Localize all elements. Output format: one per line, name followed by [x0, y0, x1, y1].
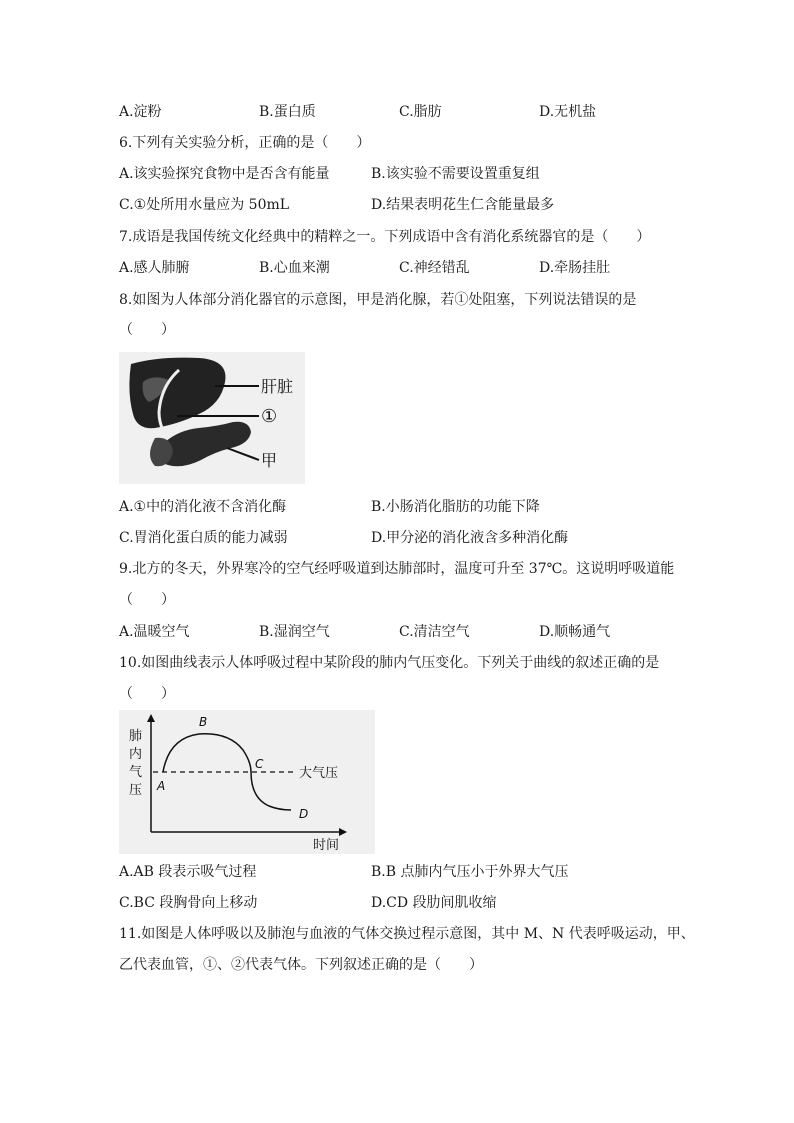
jia-label: 甲 [261, 451, 278, 470]
q6-option-b: B.该实验不需要设置重复组 [371, 166, 540, 182]
q10-stem-cont: （ ） [119, 686, 175, 702]
y-label-char-2: 内 [129, 747, 143, 762]
liver-label: 肝脏 [261, 377, 294, 396]
q8-option-a: A.①中的消化液不含消化酶 [119, 499, 287, 515]
q10-option-d: D.CD 段肋间肌收缩 [371, 895, 497, 911]
y-label-char-3: 气 [129, 765, 143, 780]
q8-stem-cont: （ ） [119, 322, 175, 338]
q10-option-c: C.BC 段胸骨向上移动 [119, 895, 258, 911]
digestive-organs-figure [119, 352, 305, 484]
point-c-label: C [255, 757, 264, 771]
x-axis-label: 时间 [313, 838, 340, 853]
q5-option-b: B.蛋白质 [259, 104, 316, 120]
y-label-char-4: 压 [129, 783, 143, 798]
q7-option-a: A.感人肺腑 [119, 260, 190, 276]
q8-option-d: D.甲分泌的消化液含多种消化酶 [371, 530, 569, 546]
duct-label: ① [261, 406, 278, 427]
lung-pressure-chart-svg [119, 710, 375, 854]
q9-option-a: A.温暖空气 [119, 624, 190, 640]
q8-option-b: B.小肠消化脂肪的功能下降 [371, 499, 540, 515]
q10-option-a: A.AB 段表示吸气过程 [119, 864, 257, 880]
q11-stem-line-2: 乙代表血管，①、②代表气体。下列叙述正确的是（ ） [119, 957, 483, 973]
lung-pressure-chart [119, 710, 375, 854]
q7-option-b: B.心血来潮 [259, 260, 330, 276]
q6-option-d: D.结果表明花生仁含能量最多 [371, 197, 555, 213]
q9-option-b: B.湿润空气 [259, 624, 330, 640]
q8-stem: 8.如图为人体部分消化器官的示意图，甲是消化腺，若①处阻塞，下列说法错误的是 [119, 292, 637, 308]
q7-option-c: C.神经错乱 [399, 260, 470, 276]
q7-stem: 7.成语是我国传统文化经典中的精粹之一。下列成语中含有消化系统器官的是（ ） [119, 229, 651, 245]
q5-option-d: D.无机盐 [539, 104, 597, 120]
q9-option-d: D.顺畅通气 [539, 624, 611, 640]
q9-stem-cont: （ ） [119, 592, 175, 608]
q6-stem: 6.下列有关实验分析，正确的是（ ） [119, 135, 371, 151]
q6-option-c: C.①处所用水量应为 50mL [119, 197, 290, 213]
y-axis-arrow [147, 714, 155, 722]
point-a-label: A [157, 779, 166, 793]
x-axis-arrow [339, 828, 347, 836]
q8-option-c: C.胃消化蛋白质的能力减弱 [119, 530, 288, 546]
q9-stem: 9.北方的冬天，外界寒冷的空气经呼吸道到达肺部时，温度可升至 37℃。这说明呼吸道能 [119, 561, 675, 577]
point-d-label: D [299, 807, 309, 821]
atmospheric-pressure-label: 大气压 [299, 766, 339, 781]
q10-stem: 10.如图曲线表示人体呼吸过程中某阶段的肺内气压变化。下列关于曲线的叙述正确的是 [119, 655, 660, 671]
q5-option-a: A.淀粉 [119, 104, 162, 120]
q5-option-c: C.脂肪 [399, 104, 442, 120]
point-b-label: B [199, 715, 208, 729]
q7-option-d: D.牵肠挂肚 [539, 260, 611, 276]
digestive-organs-diagram [119, 352, 305, 484]
q9-option-c: C.清洁空气 [399, 624, 470, 640]
q6-option-a: A.该实验探究食物中是否含有能量 [119, 166, 330, 182]
q11-stem-line-1: 11.如图是人体呼吸以及肺泡与血液的气体交换过程示意图，其中 M、N 代表呼吸运动，甲、 [119, 926, 695, 942]
y-label-char-1: 肺 [129, 729, 143, 744]
q10-option-b: B.B 点肺内气压小于外界大气压 [371, 864, 569, 880]
